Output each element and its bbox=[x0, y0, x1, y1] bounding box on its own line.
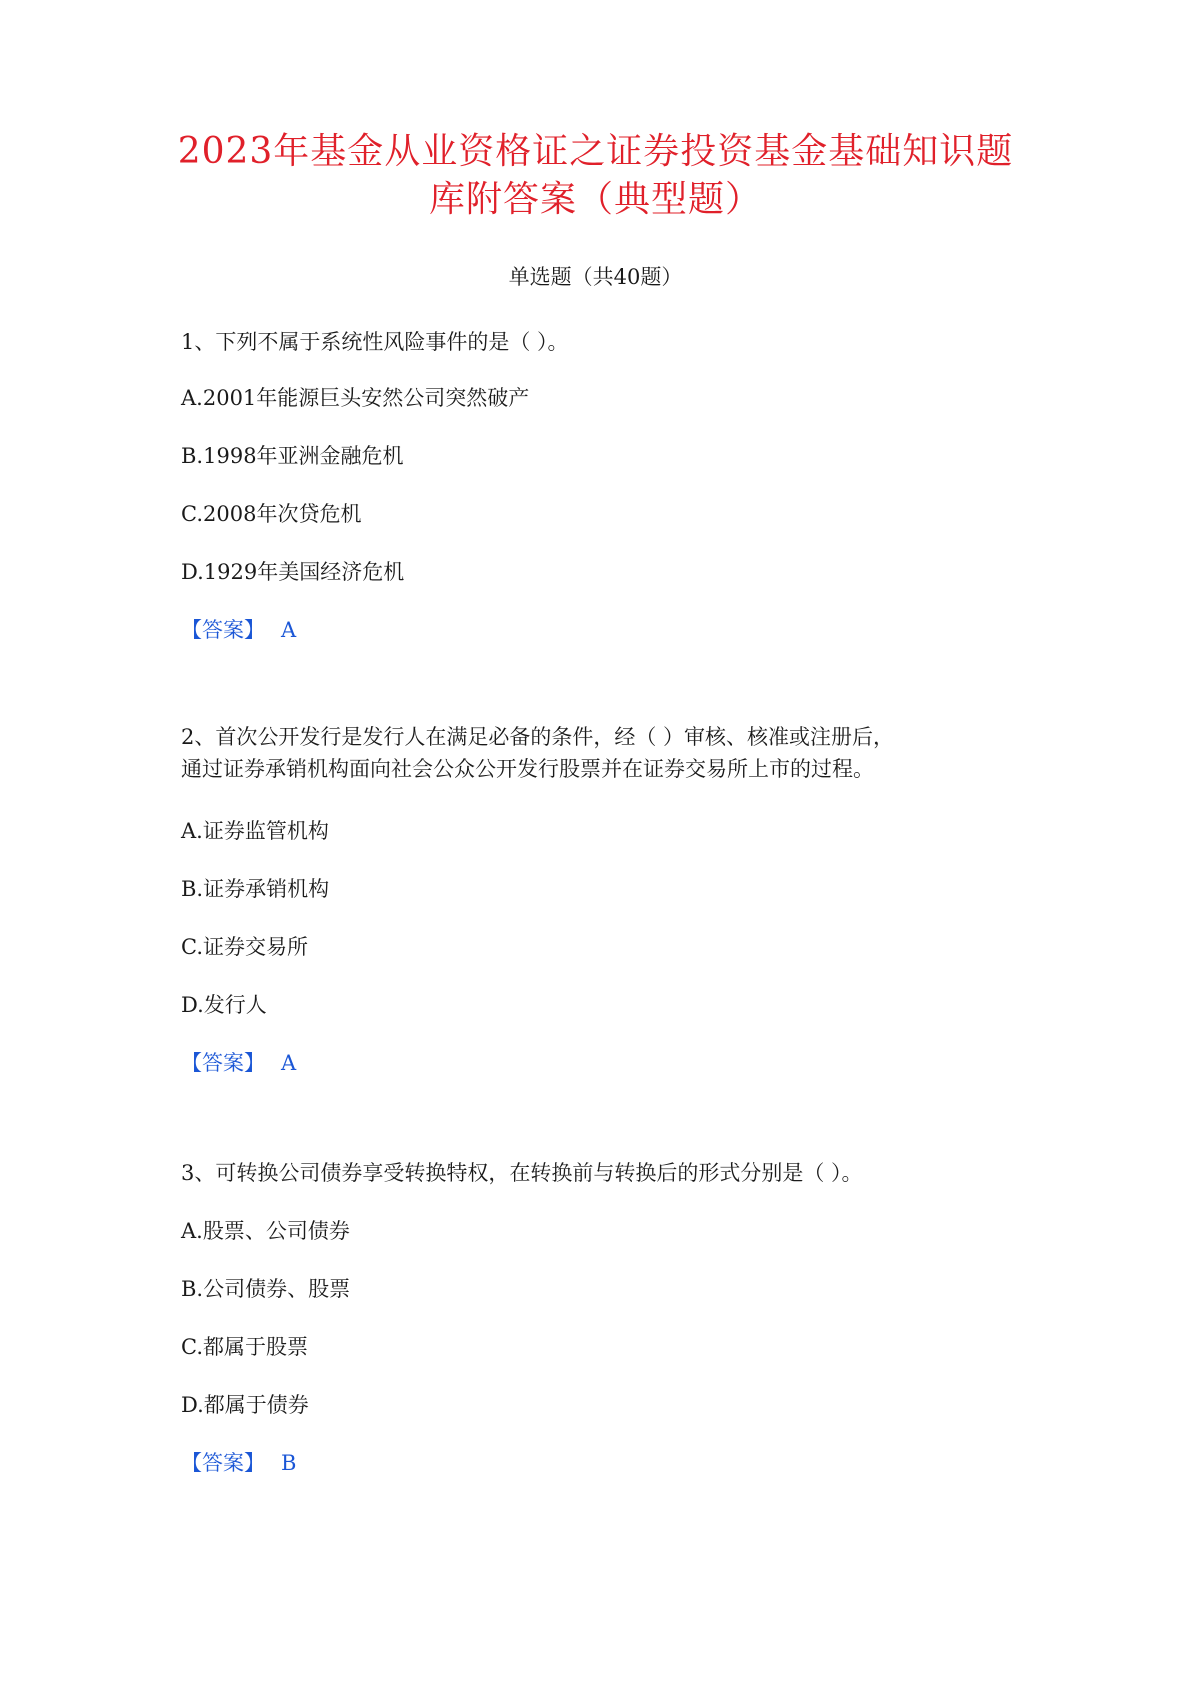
question-3-option-a: A.股票、公司债券 bbox=[181, 1219, 350, 1243]
title-line-2: 库附答案（典型题） bbox=[428, 179, 762, 220]
question-3-option-c: C.都属于股票 bbox=[181, 1335, 308, 1359]
document-title bbox=[150, 128, 1041, 224]
title-line-1: 2023年基金从业资格证之证券投资基金基础知识题 bbox=[177, 131, 1014, 172]
question-1-option-d: D.1929年美国经济危机 bbox=[181, 560, 405, 584]
answer-label: 【答案】 bbox=[181, 1451, 265, 1475]
question-2-stem-line-1: 2、首次公开发行是发行人在满足必备的条件，经（ ）审核、核准或注册后， bbox=[181, 725, 895, 749]
question-1-answer bbox=[181, 615, 296, 645]
question-1-option-b: B.1998年亚洲金融危机 bbox=[181, 444, 404, 468]
question-2-option-b: B.证券承销机构 bbox=[181, 877, 330, 901]
answer-value: A bbox=[281, 618, 297, 642]
answer-label: 【答案】 bbox=[181, 1051, 265, 1075]
answer-label: 【答案】 bbox=[181, 618, 265, 642]
answer-value: B bbox=[281, 1451, 297, 1475]
question-3-stem: 3、可转换公司债券享受转换特权，在转换前与转换后的形式分别是（ ）。 bbox=[181, 1161, 863, 1185]
question-3-answer bbox=[181, 1448, 296, 1478]
question-1-stem: 1、下列不属于系统性风险事件的是（ ）。 bbox=[181, 330, 569, 354]
question-2-option-a: A.证券监管机构 bbox=[181, 819, 329, 843]
question-3-option-d: D.都属于债券 bbox=[181, 1393, 309, 1417]
question-3-option-b: B.公司债券、股票 bbox=[181, 1277, 351, 1301]
question-2-stem-line-2: 通过证券承销机构面向社会公众公开发行股票并在证券交易所上市的过程。 bbox=[181, 757, 874, 781]
question-1-option-c: C.2008年次贷危机 bbox=[181, 502, 362, 526]
question-2-answer bbox=[181, 1048, 296, 1078]
question-2-option-d: D.发行人 bbox=[181, 993, 267, 1017]
answer-value: A bbox=[281, 1051, 297, 1075]
question-2-option-c: C.证券交易所 bbox=[181, 935, 308, 959]
question-1-option-a: A.2001年能源巨头安然公司突然破产 bbox=[181, 386, 530, 410]
section-heading: 单选题（共40题） bbox=[508, 265, 683, 289]
